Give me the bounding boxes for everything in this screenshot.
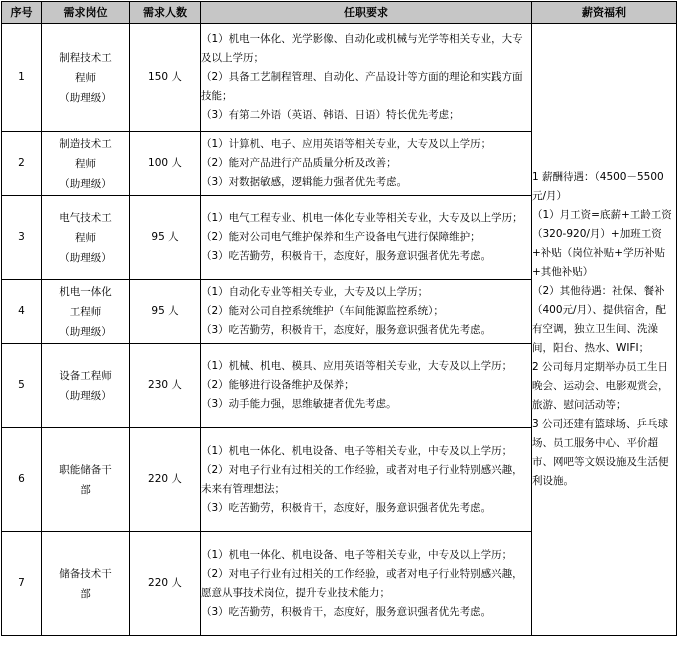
position-line: 设备工程师 <box>59 369 112 382</box>
row-index: 7 <box>2 532 42 636</box>
requirement-item: （2）能对公司自控系统维护（车间能源监控系统）； <box>201 305 444 317</box>
position-line: 机电一体化 <box>59 285 112 298</box>
requirement-item: （1）机电一体化、机电设备、电子等相关专业，中专及以上学历； <box>201 548 513 561</box>
row-requirements <box>201 344 532 428</box>
requirement-item: （3）吃苦勤劳，积极肯干，态度好，服务意识强者优先考虑。 <box>201 324 492 336</box>
position-line: 储备技术干 <box>59 567 112 580</box>
requirement-item: （2）能对公司电气维护保养和生产设备电气进行保障维护； <box>201 231 481 243</box>
header-requirements: 任职要求 <box>201 2 532 24</box>
row-count: 95 人 <box>130 280 201 344</box>
benefit-item: 1 薪酬待遇：（4500－5500元/月） <box>532 171 664 202</box>
row-index: 5 <box>2 344 42 428</box>
row-index: 4 <box>2 280 42 344</box>
requirement-item: （2）能够进行设备维护及保养； <box>201 379 355 391</box>
row-requirements <box>201 280 532 344</box>
requirement-item: （1）机电一体化、机电设备、电子等相关专业，中专及以上学历； <box>201 444 513 457</box>
requirement-item: （2）能对产品进行产品质量分析及改善； <box>201 157 397 169</box>
row-position <box>42 532 130 636</box>
position-line: 程师 <box>75 231 96 244</box>
requirement-item: （1）计算机、电子、应用英语等相关专业，大专及以上学历； <box>201 138 492 150</box>
requirement-item: （2）对电子行业有过相关的工作经验，或者对电子行业特别感兴趣，未来有管理想法； <box>201 463 523 495</box>
requirement-item: （3）吃苦勤劳，积极肯干，态度好，服务意识强者优先考虑。 <box>201 501 492 514</box>
requirement-item: （2）对电子行业有过相关的工作经验，或者对电子行业特别感兴趣，愿意从事技术岗位，提升专业技术能力； <box>201 567 523 599</box>
requirement-item: （3）对数据敏感，逻辑能力强者优先考虑。 <box>201 176 408 188</box>
benefits-cell <box>532 24 677 636</box>
row-count: 150 人 <box>130 24 201 132</box>
row-count: 230 人 <box>130 344 201 428</box>
position-line: 程师 <box>75 157 96 170</box>
row-requirements <box>201 132 532 196</box>
row-index: 1 <box>2 24 42 132</box>
row-requirements <box>201 196 532 280</box>
position-line: 程师 <box>75 71 96 84</box>
header-index: 序号 <box>2 2 42 24</box>
row-count: 220 人 <box>130 428 201 532</box>
row-requirements <box>201 532 532 636</box>
position-line: 制程技术工 <box>59 51 112 64</box>
header-row <box>2 2 677 24</box>
benefit-item: 3 公司还建有篮球场、乒乓球场、员工服务中心、平价超市、网吧等文娱设施及生活便利设施。 <box>532 418 669 487</box>
position-line: 部 <box>80 483 91 496</box>
row-position <box>42 196 130 280</box>
header-count: 需求人数 <box>130 2 201 24</box>
requirement-item: （2）具备工艺制程管理、自动化、产品设计等方面的理论和实践方面技能； <box>201 71 523 102</box>
position-line: （助理级） <box>59 91 112 104</box>
header-benefits: 薪资福利 <box>532 2 677 24</box>
row-count: 95 人 <box>130 196 201 280</box>
row-requirements <box>201 24 532 132</box>
requirement-item: （3）吃苦勤劳，积极肯干，态度好，服务意识强者优先考虑。 <box>201 605 492 618</box>
row-index: 2 <box>2 132 42 196</box>
header-position: 需求岗位 <box>42 2 130 24</box>
requirement-item: （1）机电一体化、光学影像、自动化或机械与光学等相关专业，大专及以上学历； <box>201 33 523 64</box>
row-position <box>42 24 130 132</box>
position-line: （助理级） <box>59 325 112 338</box>
requirement-item: （1）电气工程专业、机电一体化专业等相关专业，大专及以上学历； <box>201 212 523 224</box>
requirement-item: （3）动手能力强，思维敏捷者优先考虑。 <box>201 398 397 410</box>
position-line: （助理级） <box>59 251 112 264</box>
table-row <box>2 24 677 132</box>
row-count: 220 人 <box>130 532 201 636</box>
row-position <box>42 280 130 344</box>
row-position <box>42 344 130 428</box>
row-requirements <box>201 428 532 532</box>
requirement-item: （1）自动化专业等相关专业，大专及以上学历； <box>201 286 429 298</box>
row-position <box>42 428 130 532</box>
row-count: 100 人 <box>130 132 201 196</box>
benefit-item: 2 公司每月定期举办员工生日晚会、运动会、电影观赏会，旅游、慰问活动等； <box>532 361 669 411</box>
row-index: 3 <box>2 196 42 280</box>
position-line: 工程师 <box>69 305 102 318</box>
position-line: 部 <box>80 587 91 600</box>
position-line: （助理级） <box>59 177 112 190</box>
position-line: （助理级） <box>59 389 112 402</box>
row-index: 6 <box>2 428 42 532</box>
row-position <box>42 132 130 196</box>
requirement-item: （3）吃苦勤劳，积极肯干，态度好，服务意识强者优先考虑。 <box>201 250 492 262</box>
position-line: 职能储备干 <box>59 463 112 476</box>
position-line: 电气技术工 <box>59 211 112 224</box>
requirement-item: （3）有第二外语（英语、韩语、日语）特长优先考虑； <box>201 109 460 121</box>
requirement-item: （1）机械、机电、模具、应用英语等相关专业，大专及以上学历； <box>201 360 513 372</box>
benefit-item: （2）其他待遇：社保、餐补（400元/月）、提供宿舍，配有空调，独立卫生间、洗澡间，阳台、热水、WIFI； <box>532 285 666 354</box>
recruitment-table <box>1 1 677 636</box>
position-line: 制造技术工 <box>59 137 112 150</box>
benefit-item: （1）月工资=底薪+工龄工资（320-920/月）+加班工资+补贴（岗位补贴+学历补贴+其他补贴） <box>532 209 672 278</box>
